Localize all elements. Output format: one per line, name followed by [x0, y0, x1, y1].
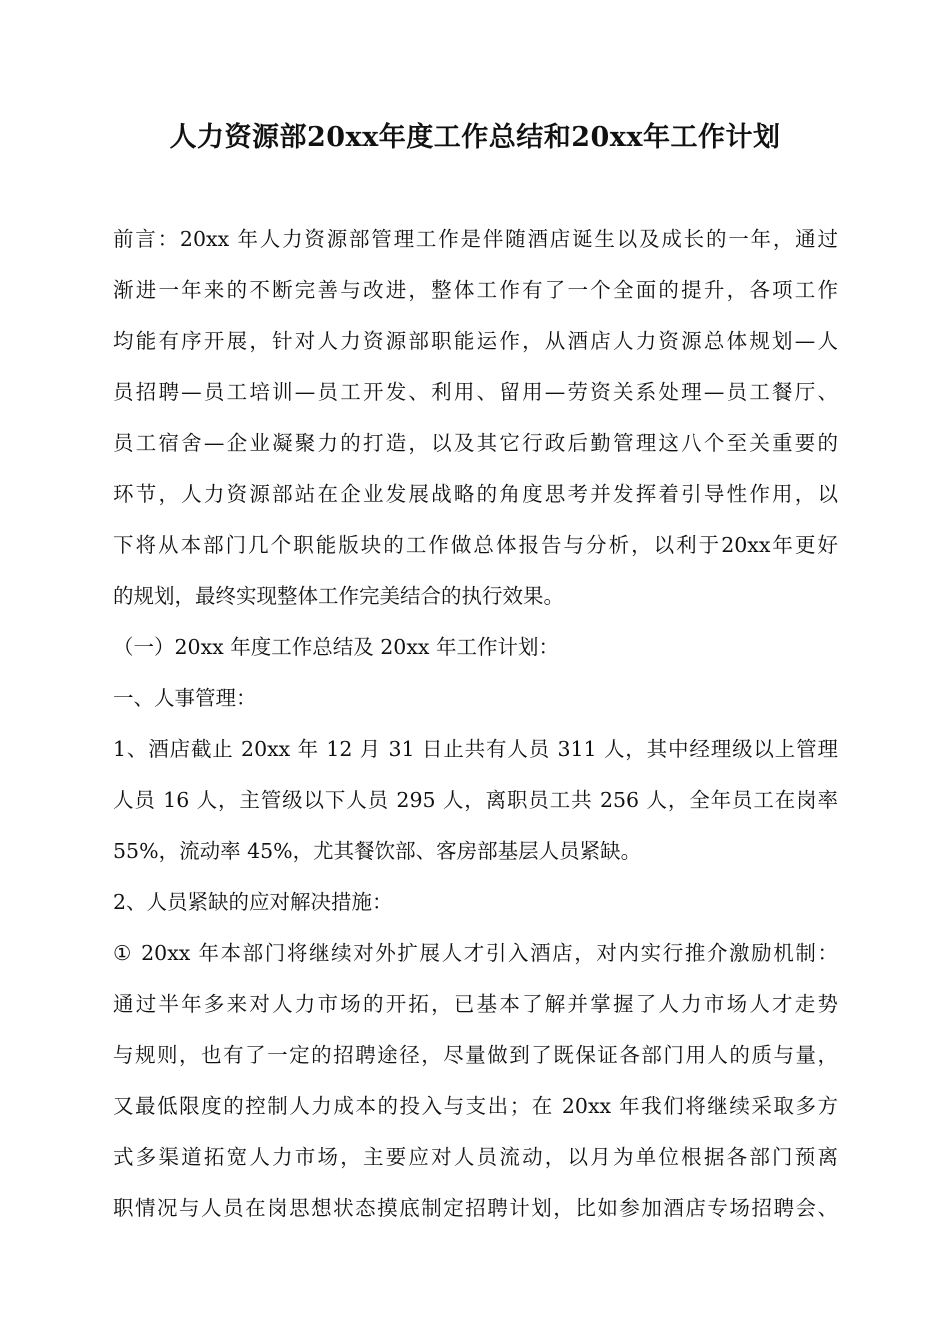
paragraph-line: 环节，人力资源部站在企业发展战略的角度思考并发挥着引导性作用，以 — [113, 482, 838, 506]
paragraph-line: 下将从本部门几个职能版块的工作做总体报告与分析，以利于20xx年更好 — [113, 533, 838, 557]
document-title: 人力资源部20xx年度工作总结和20xx年工作计划 — [169, 122, 781, 153]
paragraph-line: 职情况与人员在岗思想状态摸底制定招聘计划，比如参加酒店专场招聘会、 — [113, 1196, 838, 1220]
paragraph-line: 渐进一年来的不断完善与改进，整体工作有了一个全面的提升，各项工作 — [113, 278, 838, 302]
paragraph-line: 前言：20xx 年人力资源部管理工作是伴随酒店诞生以及成长的一年，通过 — [113, 227, 838, 251]
paragraph-line: 员招聘—员工培训—员工开发、利用、留用—劳资关系处理—员工餐厅、 — [113, 380, 838, 404]
paragraph-line: 的规划，最终实现整体工作完美结合的执行效果。 — [113, 584, 564, 608]
paragraph-line: 1、酒店截止 20xx 年 12 月 31 日止共有人员 311 人，其中经理级以上管理 — [113, 737, 838, 761]
paragraph-line: 又最低限度的控制人力成本的投入与支出；在 20xx 年我们将继续采取多方 — [113, 1094, 838, 1118]
paragraph-line: 55%，流动率 45%，尤其餐饮部、客房部基层人员紧缺。 — [113, 839, 642, 863]
paragraph-line: 通过半年多来对人力市场的开拓，已基本了解并掌握了人力市场人才走势 — [113, 992, 838, 1016]
paragraph-line: 与规则，也有了一定的招聘途径，尽量做到了既保证各部门用人的质与量， — [113, 1043, 838, 1067]
section-heading: 2、人员紧缺的应对解决措施： — [113, 890, 393, 914]
paragraph-line: 式多渠道拓宽人力市场，主要应对人员流动，以月为单位根据各部门预离 — [113, 1145, 838, 1169]
section-heading: 一、人事管理： — [113, 686, 257, 710]
paragraph-line: ① 20xx 年本部门将继续对外扩展人才引入酒店，对内实行推介激励机制： — [113, 941, 838, 965]
paragraph-line: 人员 16 人，主管级以下人员 295 人，离职员工共 256 人，全年员工在岗率 — [113, 788, 838, 812]
section-heading: （一）20xx 年度工作总结及 20xx 年工作计划： — [113, 635, 559, 659]
paragraph-line: 均能有序开展，针对人力资源部职能运作，从酒店人力资源总体规划—人 — [113, 329, 838, 353]
paragraph-line: 员工宿舍—企业凝聚力的打造，以及其它行政后勤管理这八个至关重要的 — [113, 431, 838, 455]
